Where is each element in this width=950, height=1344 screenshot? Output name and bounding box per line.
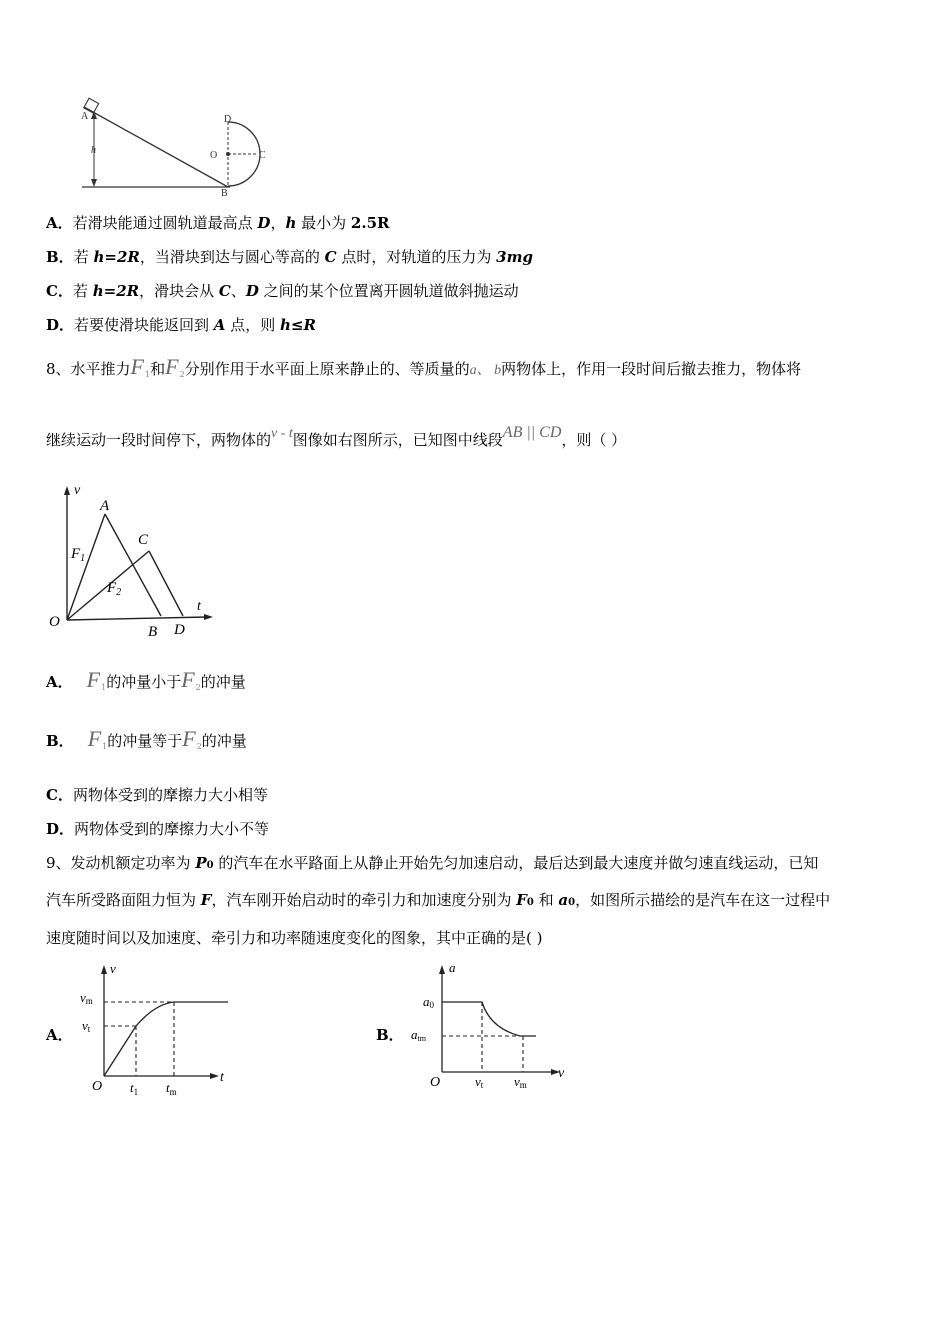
option-label: D． xyxy=(46,820,75,838)
q8-option-d[interactable]: D．两物体受到的摩擦力大小不等 xyxy=(46,820,270,838)
origin-label: O xyxy=(49,614,60,630)
point-B-label: B xyxy=(221,188,228,199)
t1-label: $t_1$ xyxy=(130,1080,139,1097)
option-label: A． xyxy=(46,1026,73,1044)
axis-a-label: a xyxy=(449,960,456,975)
vt-graph xyxy=(45,478,220,640)
axis-v-label: v xyxy=(110,961,116,976)
point-A-label: A xyxy=(81,111,89,122)
F2-label: $F_2$ xyxy=(107,580,122,598)
point-C-label: C xyxy=(259,150,266,161)
h-label: h xyxy=(91,145,96,156)
q7-option-a[interactable]: A．若滑块能通过圆轨道最高点 D，h 最小为 2.5R xyxy=(46,214,390,232)
q8-option-c[interactable]: C．两物体受到的摩擦力大小相等 xyxy=(46,786,268,804)
q9-graph-b xyxy=(408,958,578,1093)
q8-option-b[interactable]: B． $F_1$的冲量等于$F_2$的冲量 xyxy=(46,726,247,751)
option-label: C． xyxy=(46,282,73,300)
q9-option-a[interactable] xyxy=(46,1024,73,1045)
option-label: C． xyxy=(46,786,73,804)
point-O-label: O xyxy=(210,150,218,161)
option-label: D． xyxy=(46,316,75,334)
track-figure xyxy=(70,95,280,200)
atm-label: atm xyxy=(411,1027,426,1043)
option-label: B． xyxy=(46,248,74,266)
axis-v-label: v xyxy=(558,1066,565,1081)
q7-option-b[interactable]: B．若 h=2R，当滑块到达与圆心等高的 C 点时，对轨道的压力为 3mg xyxy=(46,248,533,266)
option-label: B． xyxy=(46,732,74,750)
vm-label: vm xyxy=(514,1074,527,1090)
option-label: A． xyxy=(46,214,73,232)
axis-t-label: t xyxy=(220,1070,224,1085)
point-B-label: B xyxy=(148,624,158,640)
q9-stem-line3: 速度随时间以及加速度、牵引力和功率随速度变化的图象，其中正确的是( ) xyxy=(46,929,543,947)
origin-label: O xyxy=(92,1079,103,1094)
q9-stem-line1: 9、发动机额定功率为 P0 的汽车在水平路面上从静止开始先匀加速启动，最后达到最大速度并做匀速直线运动，已知 xyxy=(46,854,819,872)
q9-stem-line2: 汽车所受路面阻力恒为 F，汽车刚开始启动时的牵引力和加速度分别为 F0 和 a0，如图所示描绘的是汽车在这一过程中 xyxy=(46,891,831,909)
q8-stem-line2: 继续运动一段时间停下，两物体的v - t图像如右图所示，已知图中线段AB || CD，则（ ） xyxy=(46,424,627,449)
option-label: B． xyxy=(376,1026,404,1044)
axis-v-label: v xyxy=(74,483,81,498)
point-D-label: D xyxy=(174,622,185,638)
point-D-label: D xyxy=(224,114,232,125)
q7-option-c[interactable]: C．若 h=2R，滑块会从 C、D 之间的某个位置离开圆轨道做斜抛运动 xyxy=(46,282,519,300)
a0-label: a0 xyxy=(423,994,434,1010)
q8-option-a[interactable]: A． $F_1$的冲量小于$F_2$的冲量 xyxy=(46,667,246,692)
vt-label: vt xyxy=(82,1018,91,1034)
option-label: A． xyxy=(46,673,73,691)
axis-t-label: t xyxy=(197,599,201,614)
q7-option-d[interactable]: D．若要使滑块能返回到 A 点，则 h≤R xyxy=(46,316,316,334)
vt-label: vt xyxy=(475,1074,484,1090)
F1-label: $F_1$ xyxy=(71,546,86,564)
q8-stem-line1: 8、水平推力$F_1$和$F_2$分别作用于水平面上原来静止的、等质量的a、 b两物体上，作用一段时间后撤去推力，物体将 xyxy=(46,354,802,379)
point-C-label: C xyxy=(138,532,149,548)
q9-graph-a xyxy=(80,958,240,1098)
origin-label: O xyxy=(430,1075,441,1090)
tm-label: $t_m$ xyxy=(166,1080,177,1097)
point-A-label: A xyxy=(100,498,110,514)
vm-label: vm xyxy=(80,990,93,1006)
q9-option-b[interactable] xyxy=(376,1024,404,1045)
